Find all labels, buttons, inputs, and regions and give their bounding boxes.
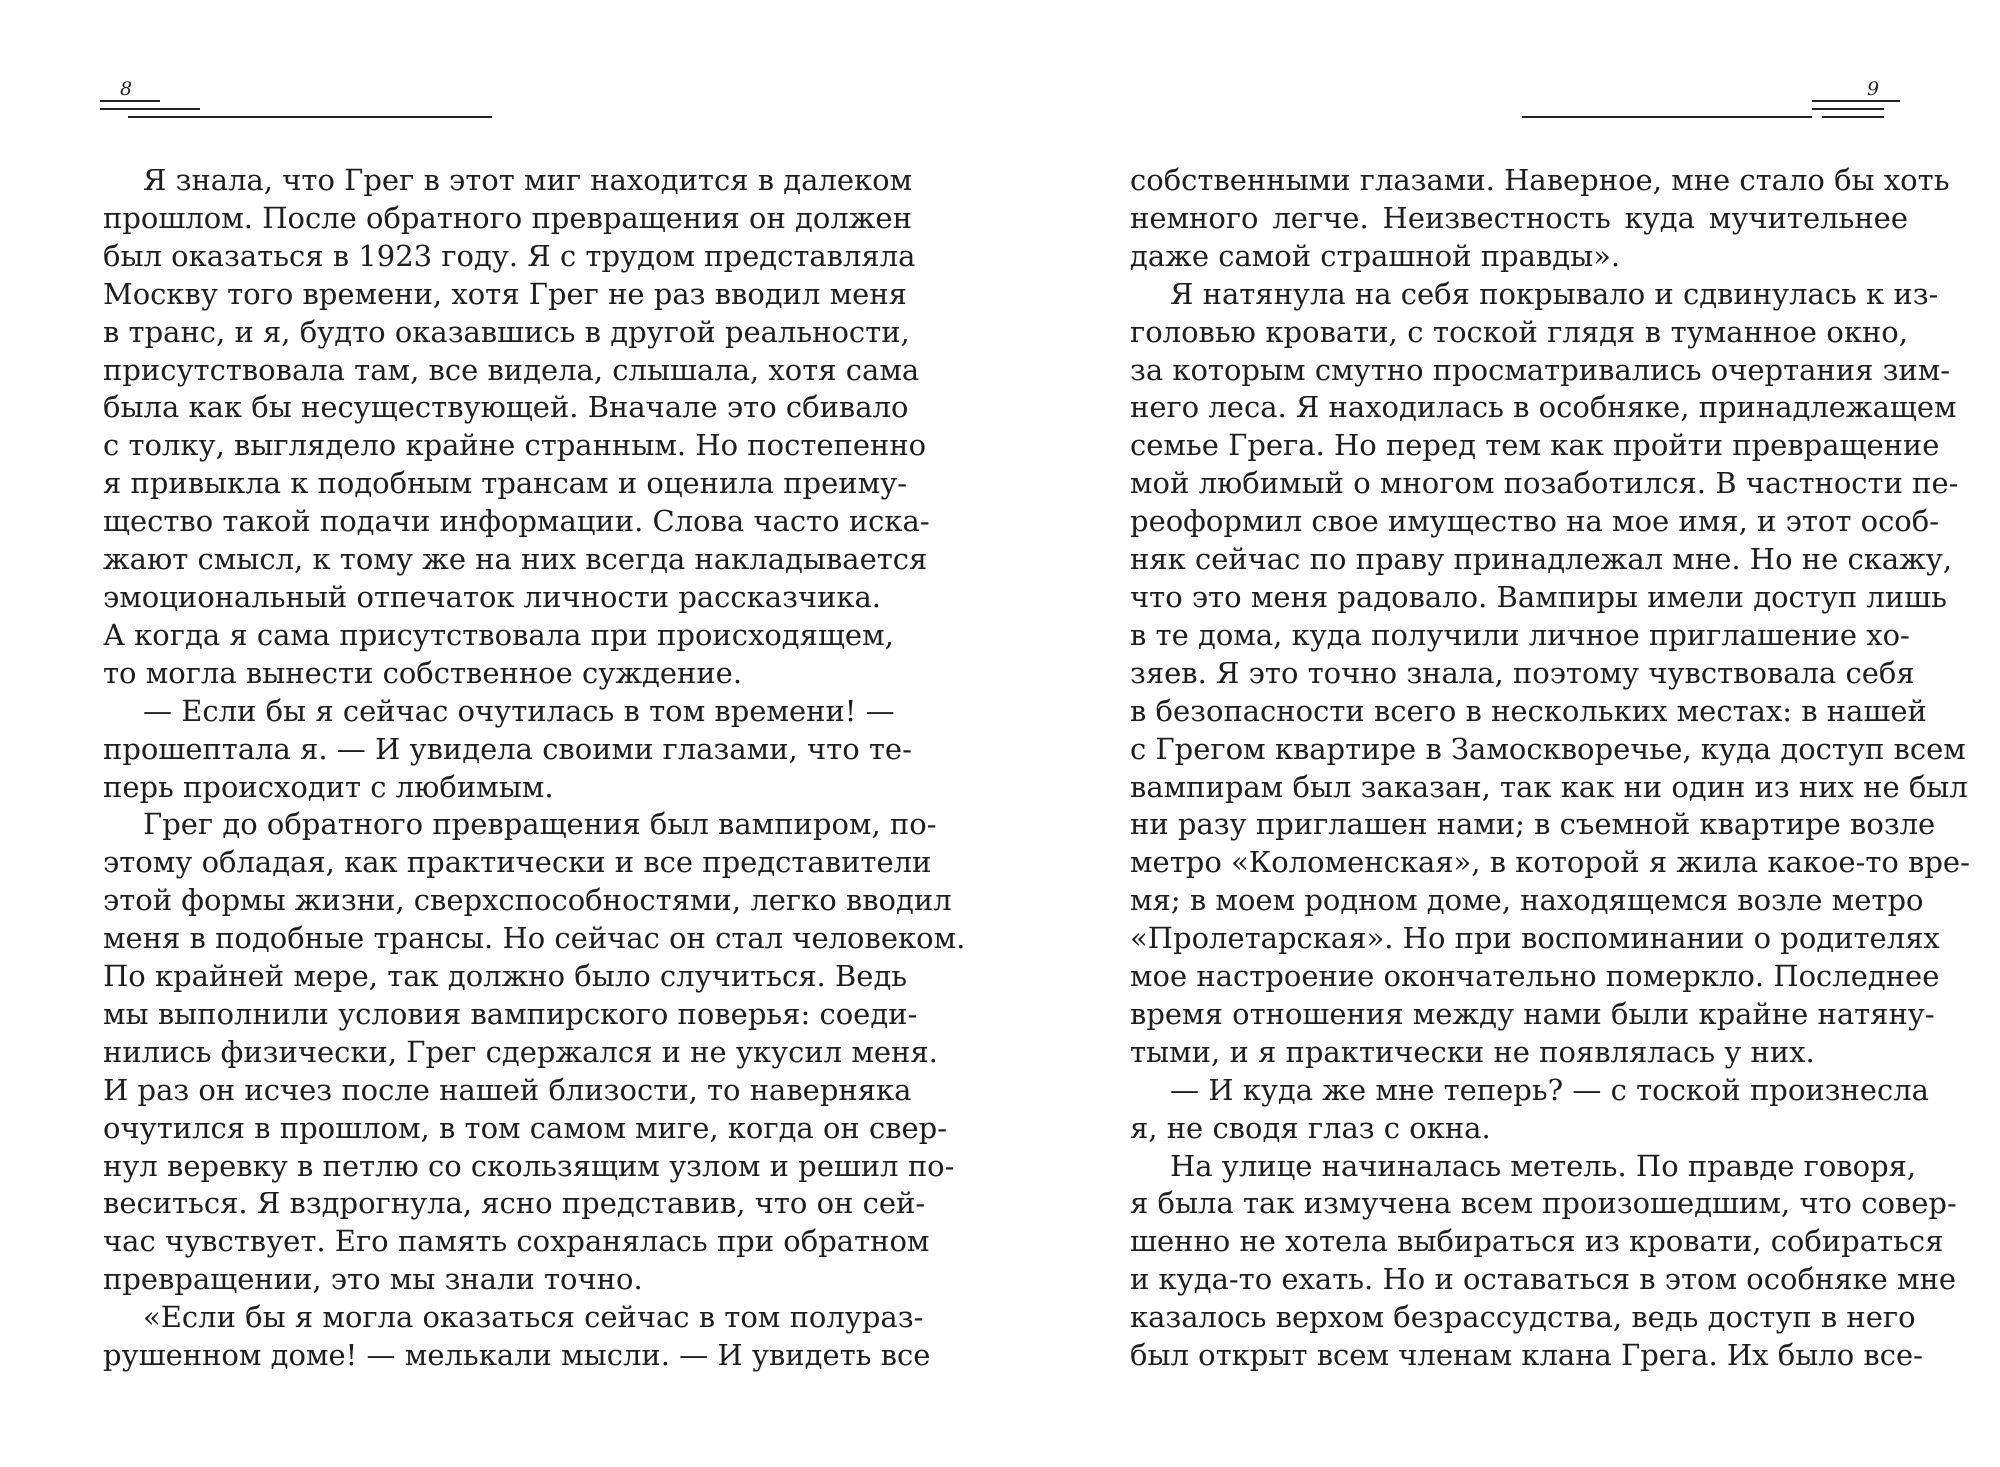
text-line: в безопасности всего в нескольких местах: в нашей (1130, 693, 1927, 728)
text-line: была как бы несуществующей. Вначале это сбивало (103, 390, 909, 425)
body-text (1130, 162, 1970, 1375)
text-line: семье Грега. Но перед тем как пройти превращение (1130, 428, 1940, 463)
text-line: него леса. Я находилась в особняке, принадлежащем (1130, 390, 1957, 425)
header-rule-short (1822, 116, 1884, 118)
text-line: час чувствует. Его память сохранялась при обратном (103, 1224, 930, 1259)
text-line: меня в подобные трансы. Но сейчас он стал человеком. (103, 921, 966, 956)
text-line: эмоциональный отпечаток личности рассказчика. (103, 579, 882, 614)
text-line: веситься. Я вздрогнула, ясно представив, что он сей- (103, 1186, 926, 1221)
text-line: прошептала я. — И увидела своими глазами, что те- (103, 731, 912, 766)
text-line: зяев. Я это точно знала, поэтому чувствовала себя (1130, 655, 1915, 690)
text-line: По крайней мере, так должно было случиться. Ведь (103, 959, 908, 994)
text-line: я привыкла к подобным трансам и оценила преиму- (103, 466, 908, 501)
text-line: мой любимый о многом позаботился. В частности пе- (1130, 466, 1959, 501)
text-line: что это меня радовало. Вампиры имели доступ лишь (1130, 579, 1947, 614)
text-line: няк сейчас по праву принадлежал мне. Но не скажу, (1130, 542, 1953, 577)
text-line: очутился в прошлом, в том самом миге, когда он свер- (103, 1110, 948, 1145)
text-line: я была так измучена всем произошедшим, что совер- (1130, 1186, 1957, 1221)
text-line: мя; в моем родном доме, находящемся возле метро (1130, 883, 1924, 918)
header-rule-short (1812, 108, 1884, 110)
text-line: казалось верхом безрассудства, ведь доступ в него (1130, 1300, 1916, 1335)
text-line: прошлом. После обратного превращения он должен (103, 200, 912, 235)
text-line: в транс, и я, будто оказавшись в другой реальности, (103, 314, 910, 349)
text-line: с толку, выглядело крайне странным. Но постепенно (103, 428, 927, 463)
header-rule-short (1812, 100, 1900, 102)
text-line: даже самой страшной правды». (1130, 238, 1621, 273)
page-number: 8 (120, 78, 133, 100)
text-line: собственными глазами. Наверное, мне стало бы хоть (1130, 163, 1950, 197)
text-line: «Если бы я могла оказаться сейчас в том полураз- (143, 1300, 924, 1335)
text-line: я, не сводя глаз с окна. (1130, 1110, 1491, 1145)
text-line: был оказаться в 1923 году. Я с трудом представляла (103, 238, 916, 273)
header-rule-long (1522, 116, 1812, 118)
text-line: реоформил свое имущество на мое имя, и этот особ- (1130, 504, 1940, 539)
text-line: Я знала, что Грег в этот миг находится в далеком (143, 163, 913, 197)
text-line: Москву того времени, хотя Грег не раз вводил меня (103, 276, 907, 311)
text-line: И раз он исчез после нашей близости, то наверняка (103, 1072, 912, 1107)
text-line: присутствовала там, все видела, слышала, хотя сама (103, 352, 920, 387)
text-line: рушенном доме! — мелькали мысли. — И увидеть все (103, 1338, 931, 1373)
text-line: был открыт всем членам клана Грега. Их было все- (1130, 1338, 1923, 1373)
text-line: этой формы жизни, сверхспособностями, легко вводил (103, 883, 952, 918)
text-line: тыми, и я практически не появлялась у них. (1130, 1034, 1815, 1069)
text-line: этому обладая, как практически и все представители (103, 845, 932, 880)
text-line: немного легче. Неизвестность куда мучительнее (1130, 200, 1908, 235)
header-rule-short (100, 100, 160, 102)
text-line: превращении, это мы знали точно. (103, 1262, 643, 1297)
text-line: и куда-то ехать. Но и оставаться в этом особняке мне (1130, 1262, 1957, 1297)
text-line: жают смысл, к тому же на них всегда накладывается (103, 542, 928, 577)
text-line: ни разу приглашен нами; в съемной квартире возле (1130, 807, 1936, 842)
text-line: метро «Коломенская», в которой я жила какое-то вре- (1130, 845, 1970, 880)
header-rule-long (128, 116, 492, 118)
text-line: вампирам был заказан, так как ни один из них не был (1130, 769, 1968, 804)
text-line: нились физически, Грег сдержался и не укусил меня. (103, 1034, 938, 1069)
body-text (103, 162, 966, 1375)
text-line: мы выполнили условия вампирского поверья: соеди- (103, 996, 918, 1031)
text-line: нул веревку в петлю со скользящим узлом и решил по- (103, 1148, 955, 1183)
page-number: 9 (1867, 78, 1880, 100)
text-line: Я натянула на себя покрывало и сдвинулась к из- (1170, 276, 1939, 311)
text-line: — И куда же мне теперь? — с тоской произнесла (1170, 1072, 1929, 1107)
text-line: мое настроение окончательно померкло. Последнее (1130, 959, 1940, 994)
text-line: На улице начиналась метель. По правде говоря, (1170, 1148, 1917, 1183)
text-line: в те дома, куда получили личное приглашение хо- (1130, 617, 1910, 652)
text-line: перь происходит с любимым. (103, 769, 554, 804)
text-line: — Если бы я сейчас очутилась в том времени! — (143, 693, 895, 728)
text-line: головью кровати, с тоской глядя в туманное окно, (1130, 314, 1908, 349)
text-line: с Грегом квартире в Замоскворечье, куда доступ всем (1130, 731, 1966, 766)
text-line: то могла вынести собственное суждение. (103, 655, 743, 690)
right-page (1000, 0, 2000, 1467)
header-rule-short (100, 108, 200, 110)
text-line: А когда я сама присутствовала при происходящем, (103, 617, 894, 652)
text-line: щество такой подачи информации. Слова часто иска- (103, 504, 930, 539)
text-line: время отношения между нами были крайне натяну- (1130, 996, 1935, 1031)
text-line: Грег до обратного превращения был вампиром, по- (143, 807, 937, 842)
text-line: шенно не хотела выбираться из кровати, собираться (1130, 1224, 1944, 1259)
text-line: за которым смутно просматривались очертания зим- (1130, 352, 1951, 387)
text-line: «Пролетарская». Но при воспоминании о родителях (1130, 921, 1940, 956)
